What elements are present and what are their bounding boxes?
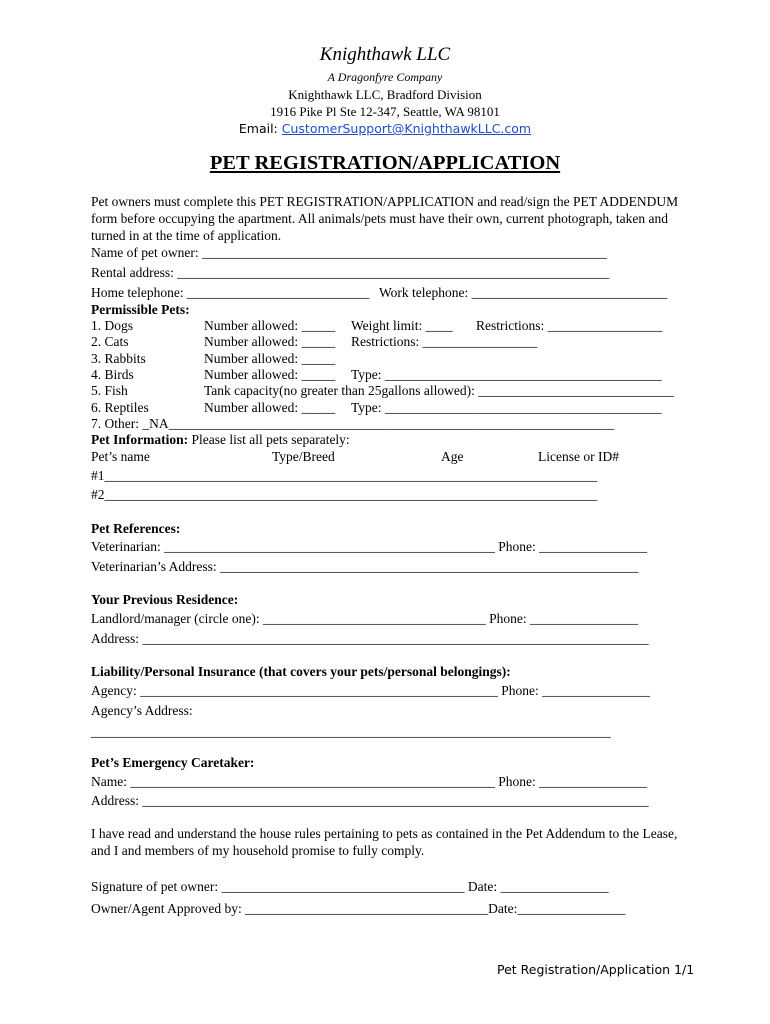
pet-row-rabbits-number[interactable]: Number allowed: _____	[204, 351, 336, 366]
pet-info-row-1[interactable]: #1_________________________________________________________________________	[91, 468, 598, 483]
company-name: Knighthawk LLC	[319, 44, 451, 65]
pet-row-cats-name: 2. Cats	[91, 334, 129, 349]
owner-signature-field[interactable]: Signature of pet owner: ____________________________________ Date: ________________	[91, 879, 609, 894]
caretaker-name-field[interactable]: Name: ______________________________________________________ Phone: ________________	[91, 774, 648, 789]
agent-approval-field[interactable]: Owner/Agent Approved by: ____________________________________Date:________________	[91, 901, 626, 916]
pet-row-birds-type[interactable]: Type: _________________________________________	[351, 367, 662, 382]
owner-name-field[interactable]: Name of pet owner: ____________________________________________________________	[91, 245, 607, 260]
pet-row-birds-number[interactable]: Number allowed: _____	[204, 367, 336, 382]
permissible-pets-heading: Permissible Pets:	[91, 302, 190, 317]
email-label: Email:	[238, 121, 282, 136]
pet-info-row-2[interactable]: #2_________________________________________________________________________	[91, 487, 598, 502]
company-tagline: A Dragonfyre Company	[327, 70, 443, 84]
pet-row-dogs-restrictions[interactable]: Restrictions: _________________	[476, 318, 663, 333]
pet-row-rabbits-name: 3. Rabbits	[91, 351, 146, 366]
caretaker-address-field[interactable]: Address: ___________________________________________________________________________	[91, 793, 649, 808]
pet-info-note: Please list all pets separately:	[188, 432, 350, 447]
agency-field[interactable]: Agency: _____________________________________________________ Phone: ________________	[91, 683, 651, 698]
pet-row-reptiles-name: 6. Reptiles	[91, 400, 149, 415]
pet-info-heading-line	[91, 431, 350, 448]
home-telephone-field[interactable]: Home telephone: ___________________________	[91, 285, 370, 300]
pet-info-col-age: Age	[441, 449, 464, 464]
pet-row-birds-name: 4. Birds	[91, 367, 134, 382]
agency-address-label: Agency’s Address:	[91, 703, 193, 718]
previous-address-field[interactable]: Address: ___________________________________________________________________________	[91, 631, 649, 646]
pet-row-dogs-weight[interactable]: Weight limit: ____	[351, 318, 453, 333]
pet-row-dogs-name: 1. Dogs	[91, 318, 134, 333]
work-telephone-field[interactable]: Work telephone: _____________________________	[379, 285, 668, 300]
company-email-line	[0, 121, 770, 136]
pet-row-reptiles-number[interactable]: Number allowed: _____	[204, 400, 336, 415]
pet-row-fish-name: 5. Fish	[91, 383, 128, 398]
compliance-statement: I have read and understand the house rules pertaining to pets as contained in the Pet Addendum to the Lease, and I and members of my household promise to fully comply.	[91, 826, 678, 858]
pet-references-heading: Pet References:	[91, 521, 181, 536]
pet-row-dogs-number[interactable]: Number allowed: _____	[204, 318, 336, 333]
page-footer: Pet Registration/Application 1/1	[497, 962, 695, 977]
caretaker-heading: Pet’s Emergency Caretaker:	[91, 755, 255, 770]
pet-row-cats-restrictions[interactable]: Restrictions: _________________	[351, 334, 538, 349]
pet-row-cats-number[interactable]: Number allowed: _____	[204, 334, 336, 349]
company-street-address: 1916 Pike Pl Ste 12-347, Seattle, WA 98101	[270, 104, 500, 119]
form-title: PET REGISTRATION/APPLICATION	[209, 152, 561, 174]
pet-info-heading: Pet Information:	[91, 432, 189, 447]
veterinarian-address-field[interactable]: Veterinarian’s Address: ______________________________________________________________	[91, 559, 639, 574]
company-division: Knighthawk LLC, Bradford Division	[288, 87, 482, 102]
pet-info-col-type: Type/Breed	[272, 449, 335, 464]
veterinarian-field[interactable]: Veterinarian: _________________________________________________ Phone: ________________	[91, 539, 648, 554]
intro-paragraph: Pet owners must complete this PET REGISTRATION/APPLICATION and read/sign the PET ADDENDUM form before occupying the apartment. All animals/pets must have their own, current photograph, taken and turned in at the time of application.	[91, 194, 679, 243]
rental-address-field[interactable]: Rental address: ________________________________________________________________	[91, 265, 610, 280]
pet-info-col-name: Pet’s name	[91, 449, 150, 464]
pet-row-fish-tank[interactable]: Tank capacity(no greater than 25gallons allowed): _____________________________	[204, 383, 674, 398]
email-link[interactable]: CustomerSupport@KnighthawkLLC.com	[281, 121, 532, 136]
previous-residence-heading: Your Previous Residence:	[91, 592, 239, 607]
insurance-heading: Liability/Personal Insurance (that covers your pets/personal belongings):	[91, 664, 511, 679]
landlord-field[interactable]: Landlord/manager (circle one): _________________________________ Phone: ________________	[91, 611, 639, 626]
pet-row-other[interactable]: 7. Other: _NA__________________________________________________________________	[91, 416, 615, 431]
agency-address-field[interactable]: _____________________________________________________________________________	[91, 724, 611, 739]
pet-row-reptiles-type[interactable]: Type: _________________________________________	[351, 400, 662, 415]
pet-info-col-license: License or ID#	[538, 449, 619, 464]
